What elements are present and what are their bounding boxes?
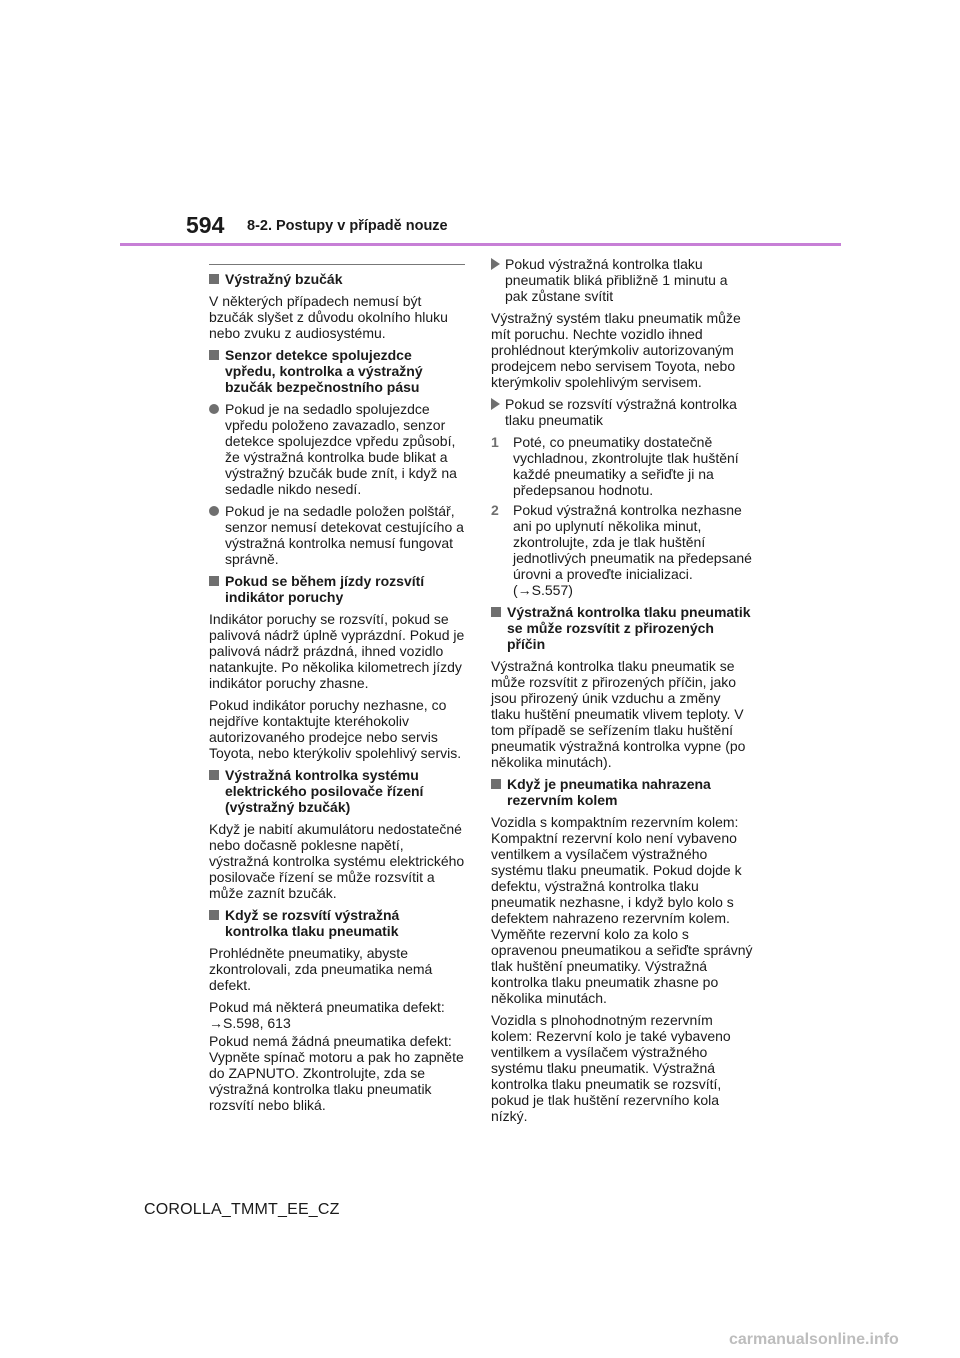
heading-malfunction-indicator: Pokud se během jízdy rozsvítí indikátor poruchy [209, 573, 465, 605]
step-number: 2 [491, 502, 499, 518]
heading-passenger-sensor: Senzor detekce spolujezdce vpředu, kontrolka a výstražný bzučák bezpečnostního pásu [209, 347, 465, 395]
condition-item: Pokud se rozsvítí výstražná kontrolka tlaku pneumatik [491, 396, 753, 428]
heading-warning-buzzer: Výstražný bzučák [209, 271, 465, 287]
step-item: 2 Pokud výstražná kontrolka nezhasne ani po uplynutí několika minut, zkontrolujte, zda je tlak huštění jednotlivých pneumatik na předepsané úrovni a proveďte inicializaci. (→S.557) [491, 502, 752, 598]
paragraph: Vozidla s kompaktním rezervním kolem: Kompaktní rezervní kolo není vybaveno ventilkem a vysílačem výstražného systému tlaku pneumatik. Pokud dojde k defektu, výstražná kontrolka tlaku pneumatik nezhasne, i když bylo kolo s defektem nahrazeno rezervním kolem. Vyměňte rezervní kolo za kolo s opravenou pneumatikou a seřiďte správný tlak huštění pneumatiky. Výstražná kontrolka tlaku pneumatik zhasne po několika minutách. [491, 814, 753, 1006]
bullet-item: Pokud je na sedadlo spolujezdce vpředu položeno zavazadlo, senzor detekce spolujezdce vpředu způsobí, že výstražná kontrolka bude blikat a výstražný bzučák bude znít, i když na sedadle nikdo nesedí. [209, 401, 465, 497]
section-title: 8-2. Postupy v případě nouze [247, 218, 448, 234]
triangle-bullet-icon [491, 398, 500, 410]
round-bullet-icon [209, 506, 219, 516]
step-item: 1 Poté, co pneumatiky dostatečně vychladnou, zkontrolujte tlak huštění každé pneumatiky a seřiďte ji na předepsanou hodnotu. [491, 434, 739, 498]
heading-tire-pressure-light: Když se rozsvítí výstražná kontrolka tlaku pneumatik [209, 907, 465, 939]
square-bullet-icon [209, 910, 219, 920]
watermark-text: carmanualsonline.info [729, 1331, 899, 1348]
paragraph: Pokud nemá žádná pneumatika defekt: Vypněte spínač motoru a pak ho zapněte do ZAPNUTO. Zkontrolujte, zda se výstražná kontrolka tlaku pneumatik rozsvítí nebo bliká. [209, 1033, 464, 1113]
square-bullet-icon [209, 350, 219, 360]
page-number: 594 [186, 212, 225, 238]
paragraph: Vozidla s plnohodnotným rezervním kolem: Rezervní kolo je také vybaveno ventilkem a vysílačem výstražného systému tlaku pneumatik. Výstražná kontrolka tlaku pneumatik se rozsvítí, pokud je tlak huštění rezervního kola nízký. [491, 1012, 731, 1124]
square-bullet-icon [209, 274, 219, 284]
paragraph: Indikátor poruchy se rozsvítí, pokud se palivová nádrž úplně vyprázdní. Pokud je palivová nádrž prázdná, ihned vozidlo natankujte. Po několika kilometrech jízdy indikátor poruchy zhasne. [209, 611, 465, 691]
step-number: 1 [491, 434, 499, 450]
heading-power-steering: Výstražná kontrolka systému elektrického posilovače řízení (výstražný bzučák) [209, 767, 465, 815]
square-bullet-icon [209, 576, 219, 586]
condition-item: Pokud výstražná kontrolka tlaku pneumatik bliká přibližně 1 minutu a pak zůstane svítit [491, 256, 753, 304]
bullet-item: Pokud je na sedadle položen polštář, senzor nemusí detekovat cestujícího a výstražná kontrolka nemusí fungovat správně. [209, 503, 465, 567]
paragraph-reference: Pokud má některá pneumatika defekt: →S.598, 613 [209, 999, 445, 1031]
triangle-bullet-icon [491, 258, 500, 270]
round-bullet-icon [209, 404, 219, 414]
square-bullet-icon [209, 770, 219, 780]
paragraph: Když je nabití akumulátoru nedostatečné nebo dočasně poklesne napětí, výstražná kontrolka systému elektrického posilovače řízení se může rozsvítit a může zaznít bzučák. [209, 821, 465, 901]
paragraph: V některých případech nemusí být bzučák slyšet z důvodu okolního hluku nebo zvuku z audiosystému. [209, 293, 448, 341]
paragraph: Výstražná kontrolka tlaku pneumatik se může rozsvítit z přirozených příčin, jako jsou přirozený únik vzduchu a změny tlaku huštění pneumatik vlivem teploty. V tom případě se seřízením tlaku huštění pneumatik výstražná kontrolka vypne (po několika minutách). [491, 658, 746, 770]
header-rule [120, 243, 841, 246]
document-id: COROLLA_TMMT_EE_CZ [144, 1201, 340, 1218]
page-header [0, 0, 960, 250]
left-column [209, 264, 465, 1119]
paragraph: Pokud indikátor poruchy nezhasne, co nejdříve kontaktujte kteréhokoliv autorizovaného prodejce nebo servis Toyota, nebo kterýkoliv spolehlivý servis. [209, 697, 462, 761]
right-column [491, 256, 753, 1130]
heading-natural-causes: Výstražná kontrolka tlaku pneumatik se může rozsvítit z přirozených příčin [491, 604, 753, 652]
square-bullet-icon [491, 607, 501, 617]
square-bullet-icon [491, 779, 501, 789]
column-rule [209, 264, 465, 265]
heading-spare-wheel: Když je pneumatika nahrazena rezervním kolem [491, 776, 753, 808]
paragraph: Výstražný systém tlaku pneumatik může mít poruchu. Nechte vozidlo ihned prohlédnout kterýmkoliv autorizovaným prodejcem nebo servisem Toyota, nebo kterýmkoliv spolehlivým servisem. [491, 310, 741, 390]
paragraph: Prohlédněte pneumatiky, abyste zkontrolovali, zda pneumatika nemá defekt. [209, 945, 433, 993]
